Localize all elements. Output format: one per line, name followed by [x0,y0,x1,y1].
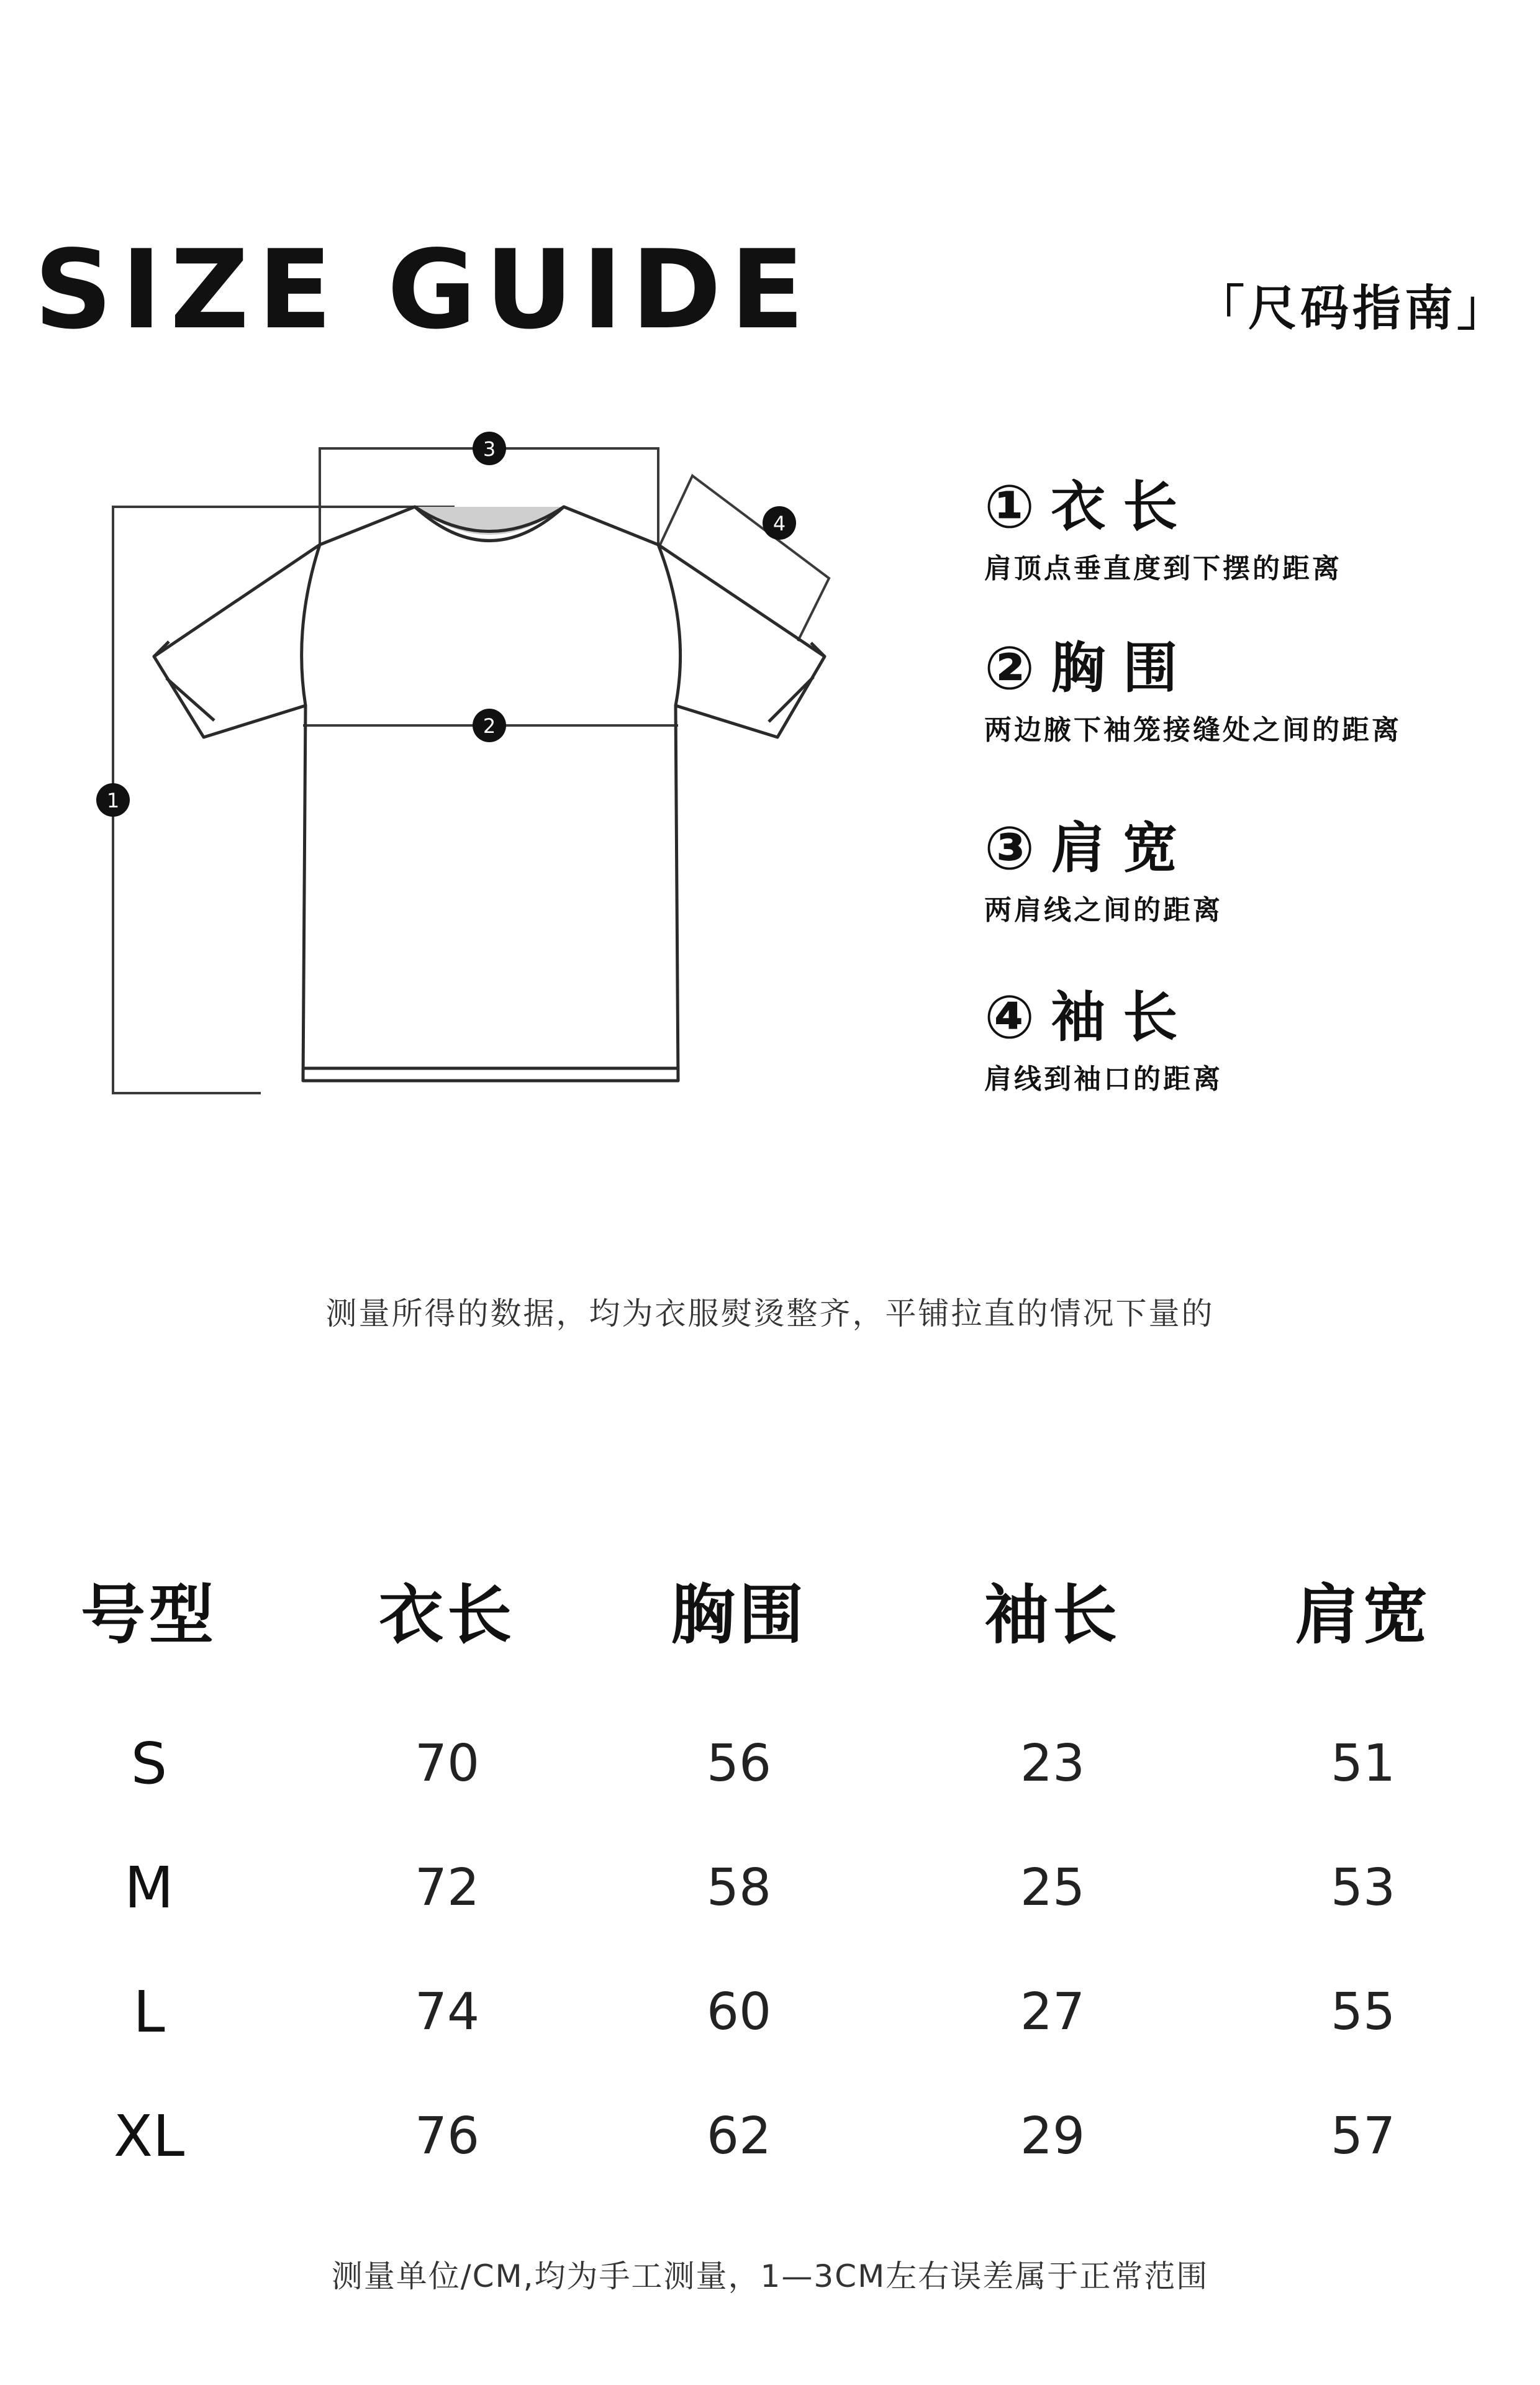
table-cell: 76 [414,2107,480,2166]
table-header [50,1565,1490,1665]
marker-1: 1 [106,789,120,812]
table-row [50,1702,1490,1826]
measurement-note: 测量所得的数据，均为衣服熨烫整齐，平铺拉直的情况下量的 [325,1296,1215,1332]
table-cell: 70 [414,1734,480,1793]
table-cell: 23 [1020,1734,1085,1793]
header-shoulder: 肩宽 [1294,1577,1431,1653]
size-cell: XL [113,2103,185,2169]
legend-description: 两边腋下袖笼接缝处之间的距离 [984,714,1402,746]
table-row [50,1950,1490,2074]
table-cell: 51 [1330,1734,1396,1793]
table-cell: 57 [1330,2107,1396,2166]
legend-title: 袖长 [1051,985,1195,1049]
legend-title: 胸围 [1051,636,1195,700]
table-cell: 60 [706,1983,772,2042]
size-cell: S [130,1730,168,1797]
table-cell: 62 [706,2107,772,2166]
size-cell: M [124,1855,174,1921]
page-subtitle: 「尺码指南」 [1195,281,1509,337]
table-row [50,1826,1490,1950]
legend-shoulder [984,814,1223,926]
table-cell: 74 [414,1983,480,2042]
header-length: 衣长 [378,1577,515,1653]
size-table [50,1565,1490,2199]
size-cell: L [133,1979,165,2045]
legend-number: ① [984,472,1035,542]
header-size: 号型 [80,1577,217,1653]
legend-description: 肩线到袖口的距离 [984,1063,1223,1095]
marker-4: 4 [772,512,786,535]
table-cell: 29 [1020,2107,1085,2166]
legend-title: 衣长 [1051,475,1195,538]
tshirt-measurement-diagram [75,429,894,1124]
legend-description: 两肩线之间的距离 [984,894,1223,926]
table-cell: 27 [1020,1983,1085,2042]
legend-number: ③ [984,814,1035,883]
legend-sleeve [984,983,1223,1095]
table-cell: 53 [1330,1858,1396,1917]
legend-body-length [984,472,1342,584]
legend-description: 肩顶点垂直度到下摆的距离 [984,553,1342,584]
header-chest: 胸围 [670,1577,807,1653]
legend-title: 肩宽 [1051,816,1195,880]
table-cell: 56 [706,1734,772,1793]
table-row [50,2074,1490,2199]
table-cell: 55 [1330,1983,1396,2042]
header-sleeve: 袖长 [984,1577,1121,1653]
marker-3: 3 [482,437,496,461]
page-title: SIZE GUIDE [34,227,813,353]
tolerance-note: 测量单位/CM,均为手工测量，1—3CM左右误差属于正常范围 [331,2258,1209,2294]
table-cell: 58 [706,1858,772,1917]
legend-chest [984,634,1402,746]
legend-number: ④ [984,983,1035,1052]
legend-number: ② [984,634,1035,703]
table-cell: 72 [414,1858,480,1917]
table-cell: 25 [1020,1858,1085,1917]
marker-2: 2 [482,714,496,738]
